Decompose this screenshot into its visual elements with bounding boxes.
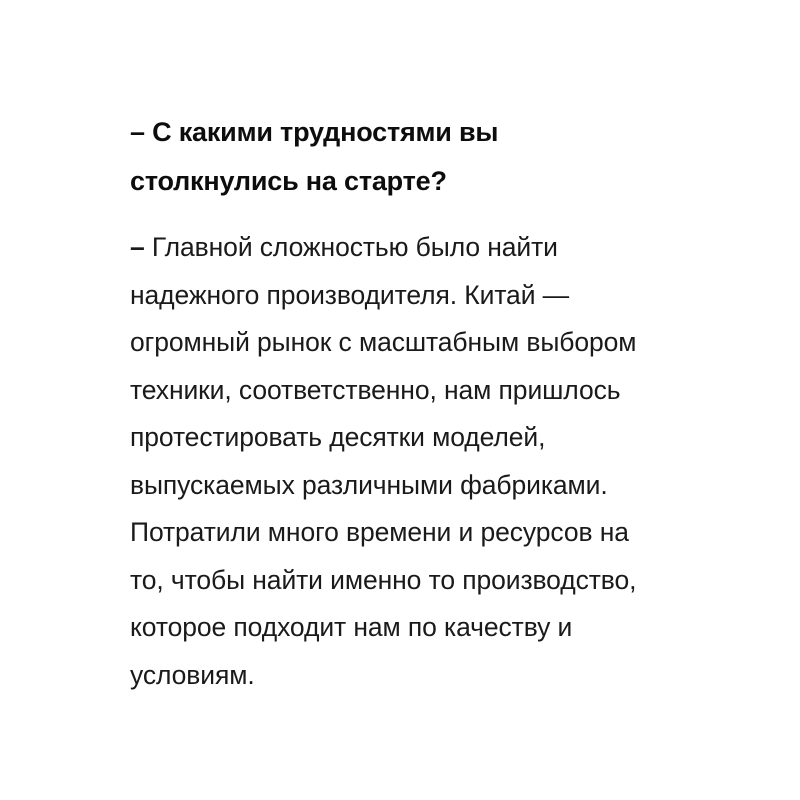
- answer-line: протестировать десятки моделей,: [130, 422, 546, 452]
- answer-line: выпускаемых различными фабриками.: [130, 469, 608, 500]
- answer-text: Главной сложностью было найти: [144, 232, 558, 262]
- interview-excerpt: [130, 108, 760, 699]
- answer-line: то, чтобы найти именно то производство,: [130, 564, 637, 595]
- question-text: С какими трудностями вы: [144, 117, 499, 147]
- answer-line: которое подходит нам по качеству и: [130, 612, 573, 642]
- interview-question: [130, 108, 760, 206]
- answer-dash: –: [130, 232, 145, 262]
- answer-line: надежного производителя. Китай —: [130, 279, 570, 310]
- question-line: [130, 108, 760, 157]
- answer-line: Потратили много времени и ресурсов на: [130, 517, 629, 547]
- answer-line: [130, 224, 760, 272]
- answer-line: огромный рынок с масштабным выбором: [130, 327, 637, 357]
- question-dash: –: [130, 117, 145, 147]
- answer-line: техники, соответственно, нам пришлось: [130, 374, 621, 405]
- answer-line: условиям.: [130, 659, 255, 690]
- question-line: столкнулись на старте?: [130, 166, 447, 196]
- interview-answer: [130, 224, 760, 699]
